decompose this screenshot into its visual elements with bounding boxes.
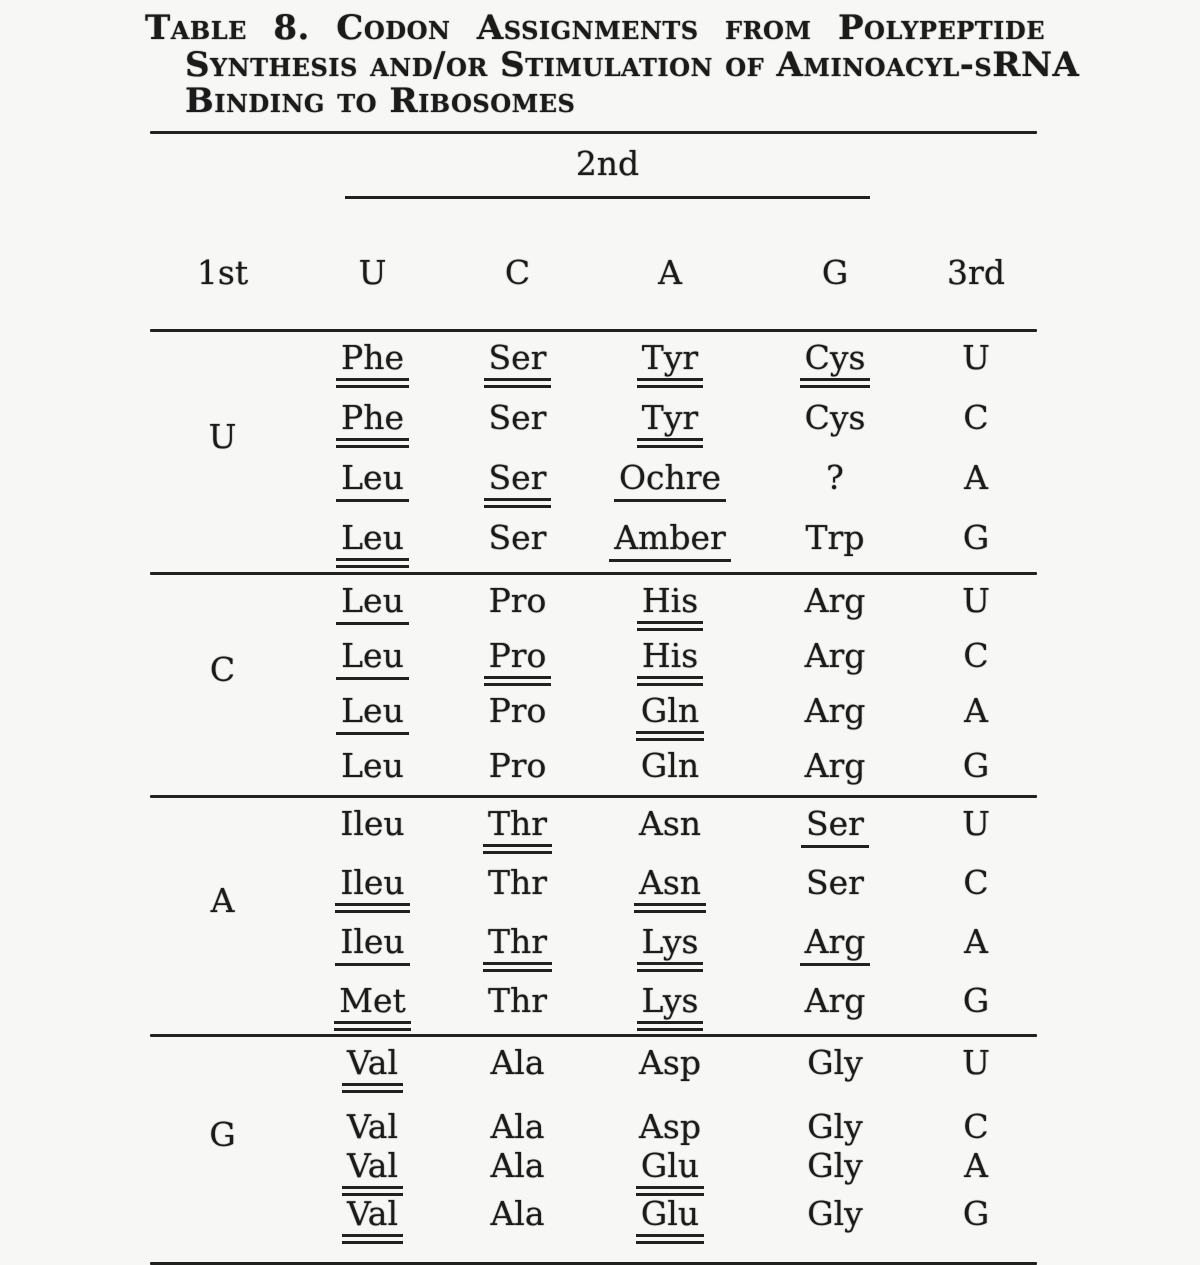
amino-acid-underlined: Ileu [340, 863, 405, 902]
codon-cell [755, 798, 915, 857]
codon-cell [585, 916, 755, 975]
codon-cell [295, 857, 450, 916]
table-title-line-2: Synthesis and/or Stimulation of Aminoacyl-sRNA [185, 44, 1080, 85]
first-base-label: U [208, 416, 237, 456]
codon-cell [450, 685, 585, 740]
table-title [145, 8, 1080, 122]
amino-acid-underlined: His [641, 636, 699, 675]
spacer-cell [150, 512, 295, 572]
amino-acid-underlined: Leu [341, 691, 404, 730]
amino-acid: Ala [490, 1194, 545, 1233]
amino-acid: Trp [805, 518, 865, 557]
amino-acid: Arg [804, 746, 866, 785]
codon-cell [295, 1140, 450, 1188]
table-title-line-3: Binding to Ribosomes [185, 81, 576, 122]
header-3rd: 3rd [947, 252, 1005, 292]
first-base-label: G [209, 1114, 236, 1154]
amino-acid: Leu [341, 746, 404, 785]
codon-cell [450, 1101, 585, 1145]
codon-row-C-A [150, 685, 1037, 740]
codon-cell [295, 975, 450, 1034]
amino-acid: Asp [639, 1043, 701, 1082]
codon-cell [755, 575, 915, 630]
header-base-C: C [504, 252, 531, 292]
codon-row-U-U [150, 332, 1037, 392]
third-base-cell: G [962, 1194, 990, 1233]
codon-cell [755, 332, 915, 392]
amino-acid: Pro [488, 691, 547, 730]
table-title-line-1: Table 8. Codon Assignments from Polypeptide [145, 8, 1045, 48]
amino-acid-underlined: Leu [341, 458, 404, 497]
amino-acid-underlined: Gln [640, 691, 700, 730]
amino-acid-underlined: Val [346, 1146, 399, 1185]
codon-cell [585, 392, 755, 452]
amino-acid-underlined: Asn [638, 863, 702, 902]
amino-acid-underlined: Val [346, 1043, 399, 1082]
codon-cell [755, 452, 915, 512]
codon-cell [295, 1188, 450, 1262]
codon-cell [450, 512, 585, 572]
codon-cell [585, 1140, 755, 1188]
block-C [150, 575, 1037, 795]
amino-acid: Cys [804, 398, 866, 437]
amino-acid: Ileu [340, 804, 405, 843]
codon-cell [755, 685, 915, 740]
codon-cell [450, 1188, 585, 1262]
amino-acid: Ala [490, 1146, 545, 1185]
amino-acid-underlined: Phe [341, 398, 404, 437]
spacer-cell [150, 1188, 295, 1262]
amino-acid-underlined: Ileu [340, 922, 405, 961]
amino-acid-underlined: Glu [640, 1146, 700, 1185]
amino-acid-underlined: Ser [488, 458, 547, 497]
codon-table [150, 131, 1037, 1265]
amino-acid: Ser [806, 863, 864, 902]
codon-cell [585, 975, 755, 1034]
codon-cell [450, 975, 585, 1034]
codon-cell [450, 392, 585, 452]
codon-cell [585, 685, 755, 740]
amino-acid: Pro [488, 581, 547, 620]
codon-cell [585, 1037, 755, 1101]
third-base-cell: A [964, 922, 988, 961]
codon-cell [295, 575, 450, 630]
codon-cell [450, 1140, 585, 1188]
codon-row-G-U [150, 1037, 1037, 1101]
block-U [150, 332, 1037, 572]
codon-cell [295, 685, 450, 740]
codon-cell [755, 630, 915, 685]
codon-cell [585, 740, 755, 795]
codon-cell [295, 1101, 450, 1145]
codon-cell [450, 857, 585, 916]
codon-cell [585, 630, 755, 685]
codon-row-G-G [150, 1188, 1037, 1262]
spacer-cell [150, 1037, 295, 1101]
spacer-cell [150, 916, 295, 975]
amino-acid: ? [826, 458, 844, 497]
codon-cell [295, 392, 450, 452]
third-base-cell: A [964, 458, 988, 497]
first-base-label: A [210, 880, 235, 920]
amino-acid: Ala [490, 1043, 545, 1082]
third-base-cell: U [962, 581, 990, 620]
spacer-cell [150, 798, 295, 857]
spacer-cell [150, 452, 295, 512]
codon-cell [450, 452, 585, 512]
amino-acid-underlined: Arg [804, 922, 866, 961]
codon-row-U-G [150, 512, 1037, 572]
codon-row-A-A [150, 916, 1037, 975]
amino-acid-underlined: Leu [341, 636, 404, 675]
block-A [150, 798, 1037, 1034]
amino-acid: Gly [807, 1107, 863, 1146]
amino-acid-underlined: Pro [488, 636, 547, 675]
amino-acid: Pro [488, 746, 547, 785]
amino-acid: Ala [490, 1107, 545, 1146]
codon-cell [450, 1037, 585, 1101]
second-position-label: 2nd [575, 144, 640, 183]
third-base-cell: U [962, 804, 990, 843]
spacer-cell [150, 975, 295, 1034]
codon-cell [450, 630, 585, 685]
codon-cell [585, 332, 755, 392]
amino-acid: Asn [638, 804, 702, 843]
codon-cell [295, 916, 450, 975]
codon-cell [295, 512, 450, 572]
block-G [150, 1037, 1037, 1262]
codon-cell [755, 857, 915, 916]
amino-acid: Ser [488, 398, 547, 437]
amino-acid-underlined: Ser [806, 804, 864, 843]
third-base-cell: C [963, 1107, 989, 1146]
codon-cell [585, 575, 755, 630]
amino-acid-underlined: Thr [487, 922, 548, 961]
amino-acid: Gly [807, 1146, 863, 1185]
amino-acid-underlined: Ochre [618, 458, 722, 497]
codon-cell [295, 452, 450, 512]
third-base-cell: C [963, 398, 989, 437]
amino-acid-underlined: Tyr [641, 398, 699, 437]
third-base-cell: G [962, 981, 990, 1020]
amino-acid-underlined: Amber [614, 518, 726, 557]
codon-row-A-G [150, 975, 1037, 1034]
amino-acid: Gly [807, 1194, 863, 1233]
amino-acid-underlined: Leu [341, 581, 404, 620]
codon-cell [295, 332, 450, 392]
third-base-cell: C [963, 863, 989, 902]
first-base-label: C [209, 649, 236, 689]
codon-cell [295, 798, 450, 857]
amino-acid: Arg [804, 581, 866, 620]
codon-cell [585, 857, 755, 916]
amino-acid: Gln [640, 746, 700, 785]
amino-acid-underlined: Phe [341, 338, 404, 377]
third-base-cell: U [962, 338, 990, 377]
third-base-cell: C [963, 636, 989, 675]
codon-cell [755, 392, 915, 452]
codon-cell [755, 916, 915, 975]
amino-acid: Thr [487, 981, 548, 1020]
header-1st: 1st [196, 252, 249, 292]
amino-acid: Arg [804, 636, 866, 675]
codon-cell [450, 916, 585, 975]
codon-row-U-A [150, 452, 1037, 512]
amino-acid-underlined: Lys [641, 981, 699, 1020]
codon-cell [755, 1037, 915, 1101]
codon-cell [450, 740, 585, 795]
codon-cell [755, 512, 915, 572]
spacer-cell [150, 575, 295, 630]
codon-row-A-U [150, 798, 1037, 857]
codon-cell [450, 798, 585, 857]
spacer-cell [150, 332, 295, 392]
amino-acid-underlined: Ser [488, 338, 547, 377]
codon-cell [295, 630, 450, 685]
codon-cell [585, 1188, 755, 1262]
amino-acid: Thr [487, 863, 548, 902]
codon-cell [585, 798, 755, 857]
codon-cell [755, 1188, 915, 1262]
amino-acid: Asp [639, 1107, 701, 1146]
header-base-U: U [358, 252, 387, 292]
codon-row-C-G [150, 740, 1037, 795]
amino-acid: Gly [807, 1043, 863, 1082]
amino-acid-underlined: Cys [804, 338, 866, 377]
header-base-G: G [821, 252, 849, 292]
amino-acid-underlined: His [641, 581, 699, 620]
amino-acid-underlined: Val [346, 1194, 399, 1233]
amino-acid: Arg [804, 691, 866, 730]
amino-acid-underlined: Leu [341, 518, 404, 557]
amino-acid-underlined: Met [339, 981, 406, 1020]
codon-cell [450, 575, 585, 630]
spacer-cell [150, 740, 295, 795]
codon-cell [450, 332, 585, 392]
codon-cell [585, 1101, 755, 1145]
third-base-cell: G [962, 518, 990, 557]
third-base-cell: U [962, 1043, 990, 1082]
amino-acid-underlined: Glu [640, 1194, 700, 1233]
codon-cell [755, 1101, 915, 1145]
amino-acid-underlined: Tyr [641, 338, 699, 377]
codon-cell [585, 512, 755, 572]
header-base-A: A [658, 252, 682, 292]
spacer-cell [150, 685, 295, 740]
third-base-cell: G [962, 746, 990, 785]
third-base-cell: A [964, 691, 988, 730]
third-base-cell: A [964, 1146, 988, 1185]
amino-acid-underlined: Lys [641, 922, 699, 961]
codon-cell [755, 740, 915, 795]
column-header-row [150, 199, 1037, 329]
amino-acid: Val [346, 1107, 399, 1146]
codon-cell [295, 1037, 450, 1101]
codon-cell [295, 740, 450, 795]
codon-row-C-U [150, 575, 1037, 630]
amino-acid: Arg [804, 981, 866, 1020]
codon-cell [755, 1140, 915, 1188]
amino-acid-underlined: Thr [487, 804, 548, 843]
codon-cell [755, 975, 915, 1034]
codon-cell [585, 452, 755, 512]
amino-acid: Ser [488, 518, 547, 557]
codon-table-blocks [150, 332, 1037, 1265]
